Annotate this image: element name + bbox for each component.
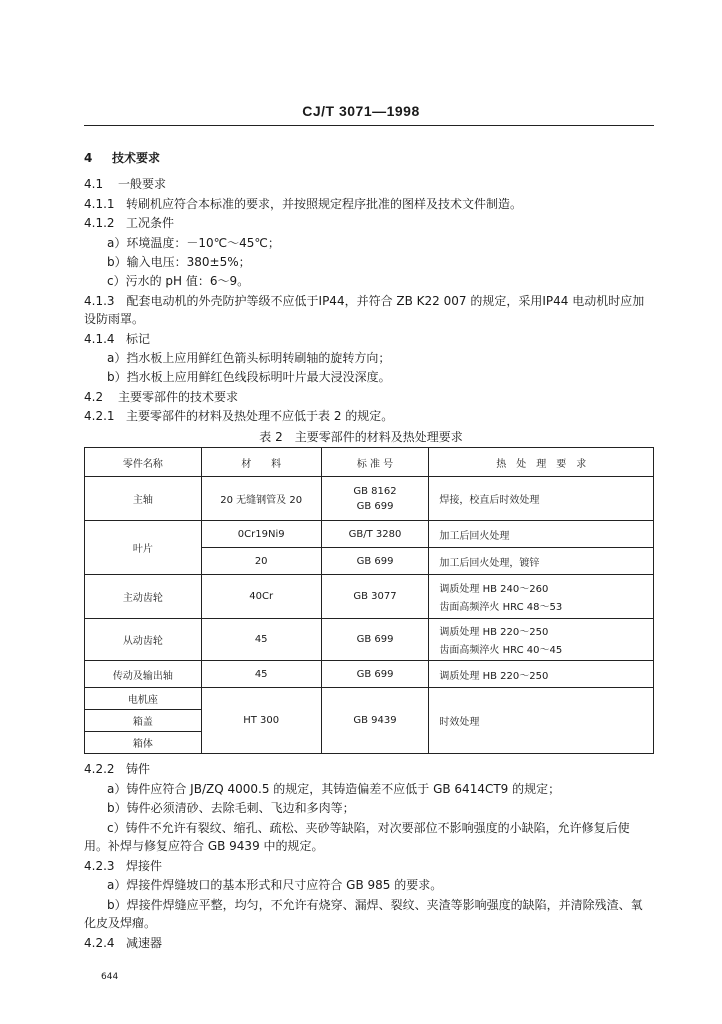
table-row (85, 619, 654, 661)
casting-a: a）铸件应符合 JB/ZQ 4000.5 的规定，其铸造偏差不应低于 GB 6414CT9 的规定； (107, 782, 561, 796)
section-4 (84, 150, 160, 166)
section-title: 主要零部件的技术要求 (118, 390, 239, 404)
material: 45 (201, 619, 321, 661)
section-4-1 (84, 176, 166, 192)
part-name: 箱盖 (85, 710, 202, 732)
standard-line: GB 8162 (353, 485, 397, 497)
column-header: 零件名称 (85, 448, 202, 477)
material: HT 300 (201, 688, 321, 754)
condition-b: b）输入电压：380±5%； (107, 255, 251, 269)
condition-c: c）污水的 pH 值：6～9。 (107, 274, 250, 288)
part-name: 主动齿轮 (85, 575, 202, 619)
section-number: 4.2 (84, 390, 104, 404)
table-caption: 表 2 主要零部件的材料及热处理要求 (259, 430, 463, 444)
section-4-2-1 (84, 408, 393, 424)
section-number: 4.1 (84, 177, 104, 191)
marking-b: b）挡水板上应用鲜红色线段标明叶片最大浸没深度。 (107, 370, 391, 384)
table-row (85, 521, 654, 548)
standard: GB 699 (321, 619, 429, 661)
section-title: 焊接件 (126, 859, 163, 873)
standard-line: GB 699 (356, 500, 394, 512)
heat-treatment: 调质处理 HB 220～250 (429, 661, 654, 688)
standard: GB 3077 (321, 575, 429, 619)
part-name: 从动齿轮 (85, 619, 202, 661)
section-title: 标记 (126, 332, 151, 346)
heat-treatment (429, 619, 654, 661)
section-number: 4.1.2 (84, 216, 115, 230)
section-4-2-4 (84, 935, 162, 951)
casting-b: b）铸件必须清砂、去除毛刺、飞边和多肉等； (107, 801, 355, 815)
heat-treatment: 焊接，校直后时效处理 (429, 477, 654, 521)
heat-treatment: 加工后回火处理，镀锌 (429, 548, 654, 575)
section-number: 4.1.4 (84, 332, 115, 346)
section-number: 4.2.4 (84, 936, 115, 950)
part-name: 电机座 (85, 688, 202, 710)
section-4-1-1 (84, 196, 522, 212)
section-title: 技术要求 (112, 151, 161, 165)
heat-treatment: 加工后回火处理 (429, 521, 654, 548)
table-row (85, 575, 654, 619)
material: 0Cr19Ni9 (201, 521, 321, 548)
column-header: 材 料 (201, 448, 321, 477)
section-text: 转刷机应符合本标准的要求，并按照规定程序批准的图样及技术文件制造。 (126, 197, 523, 211)
casting-c: c）铸件不允许有裂纹、缩孔、疏松、夹砂等缺陷，对次要部位不影响强度的小缺陷，允许修复后使用。补焊与修复应符合 GB 9439 中的规定。 (84, 821, 630, 853)
part-name: 叶片 (85, 521, 202, 575)
standard: GB 699 (321, 548, 429, 575)
section-number: 4.2.3 (84, 859, 115, 873)
material: 45 (201, 661, 321, 688)
section-title: 一般要求 (118, 177, 167, 191)
heat-treatment-line: 调质处理 HB 240～260 (439, 584, 549, 595)
section-number: 4 (84, 151, 93, 165)
standard: GB/T 3280 (321, 521, 429, 548)
welding-a: a）焊接件焊缝坡口的基本形式和尺寸应符合 GB 985 的要求。 (107, 878, 443, 892)
table-row (85, 477, 654, 521)
standard (321, 477, 429, 521)
section-title: 铸件 (126, 762, 151, 776)
table-row (85, 688, 654, 710)
section-4-1-3: 4.1.3 配套电动机的外壳防护等级不应低于IP44，并符合 ZB K22 007 的规定，采用IP44 电动机时应加设防雨罩。 (84, 294, 645, 326)
heat-treatment-line: 调质处理 HB 220～250 (439, 627, 549, 638)
column-header: 标 准 号 (321, 448, 429, 477)
materials-table (84, 447, 654, 754)
section-number: 4.1.1 (84, 197, 115, 211)
heat-treatment: 时效处理 (429, 688, 654, 754)
part-name: 传动及输出轴 (85, 661, 202, 688)
column-header: 热 处 理 要 求 (429, 448, 654, 477)
condition-a: a）环境温度：－10℃～45℃； (107, 236, 280, 250)
section-4-1-2 (84, 215, 174, 231)
section-4-1-4 (84, 331, 150, 347)
table-header-row (85, 448, 654, 477)
marking-a: a）挡水板上应用鲜红色箭头标明转刷轴的旋转方向； (107, 351, 391, 365)
section-number: 4.2.2 (84, 762, 115, 776)
section-title: 减速器 (126, 936, 163, 950)
part-name: 主轴 (85, 477, 202, 521)
part-name: 箱体 (85, 732, 202, 754)
section-title: 工况条件 (126, 216, 175, 230)
standard: GB 9439 (321, 688, 429, 754)
table-row (85, 661, 654, 688)
material: 40Cr (201, 575, 321, 619)
page-number: 644 (101, 972, 119, 982)
section-4-2 (84, 389, 238, 405)
material: 20 无缝钢管及 20 (201, 477, 321, 521)
section-text: 主要零部件的材料及热处理不应低于表 2 的规定。 (126, 409, 394, 423)
header-rule (84, 125, 654, 126)
heat-treatment-line: 齿面高频淬火 HRC 40～45 (439, 645, 563, 656)
heat-treatment-line: 齿面高频淬火 HRC 48～53 (439, 602, 563, 613)
material: 20 (201, 548, 321, 575)
section-number: 4.2.1 (84, 409, 115, 423)
document-header: CJ/T 3071—1998 (302, 103, 420, 119)
heat-treatment (429, 575, 654, 619)
section-4-2-3 (84, 858, 162, 874)
standard: GB 699 (321, 661, 429, 688)
section-4-2-2 (84, 761, 150, 777)
welding-b: b）焊接件焊缝应平整，均匀，不允许有烧穿、漏焊、裂纹、夹渣等影响强度的缺陷，并清除残渣、氧化皮及焊瘤。 (84, 898, 643, 930)
